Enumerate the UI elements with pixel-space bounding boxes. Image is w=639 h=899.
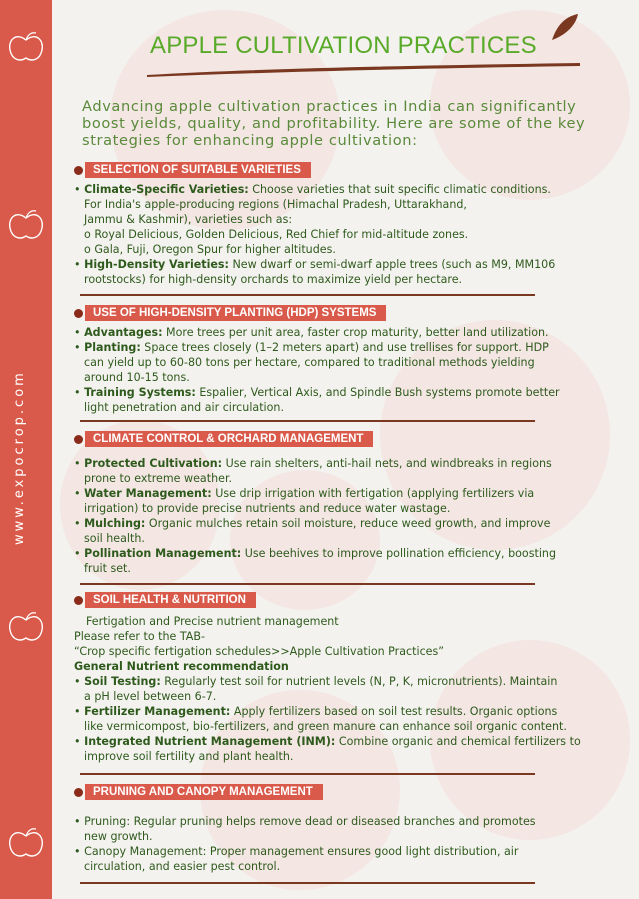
section-soil-content: [74, 614, 634, 764]
bullet-dot: [74, 788, 83, 797]
bold-term: Water Management:: [84, 487, 212, 500]
bullet: •: [74, 183, 85, 196]
apple-icon: [6, 208, 46, 242]
text: Combine organic and chemical fertilizers to: [335, 735, 581, 748]
text: “Crop specific fertigation schedules>>Apple Cultivation Practices”: [74, 645, 445, 658]
text: Gala, Fuji, Oregon Spur for higher altitudes.: [94, 243, 336, 256]
section-label: CLIMATE CONTROL & ORCHARD MANAGEMENT: [85, 431, 373, 447]
bold-term: Mulching:: [84, 517, 146, 530]
bold-term: Pollination Management:: [84, 547, 242, 560]
bold-term: Fertilizer Management:: [84, 705, 231, 718]
text: Royal Delicious, Golden Delicious, Red Chief for mid-altitude zones.: [94, 228, 469, 241]
bold-term: Integrated Nutrient Management (INM):: [84, 735, 336, 748]
bold-term: Soil Testing:: [84, 675, 161, 688]
text: improve soil fertility and plant health.: [84, 750, 294, 763]
bullet: •: [74, 815, 85, 828]
divider: [80, 583, 535, 585]
section-varieties-content: [74, 182, 634, 287]
divider: [80, 882, 535, 884]
text: irrigation) to provide precise nutrients and reduce water wastage.: [84, 502, 451, 515]
bullet: •: [74, 487, 85, 500]
text: Apply fertilizers based on soil test results. Organic options: [230, 705, 558, 718]
section-climate-content: [74, 456, 634, 576]
bullet: •: [74, 258, 85, 271]
section-label: SELECTION OF SUITABLE VARIETIES: [85, 162, 311, 178]
bullet: •: [74, 735, 85, 748]
title-underline: [145, 62, 585, 78]
bold-term: Planting:: [84, 341, 141, 354]
bold-term: Climate-Specific Varieties:: [84, 183, 249, 196]
bullet: •: [74, 845, 85, 858]
text: Pruning: Regular pruning helps remove dead or diseased branches and promotes: [84, 815, 536, 828]
bold-term: Protected Cultivation:: [84, 457, 223, 470]
text: prone to extreme weather.: [84, 472, 233, 485]
section-label: USE OF HIGH-DENSITY PLANTING (HDP) SYSTEMS: [85, 305, 386, 321]
text: light penetration and air circulation.: [84, 401, 284, 414]
apple-icon: [6, 30, 46, 64]
sub-bullet: o: [84, 243, 95, 256]
text: rootstocks) for high-density orchards to maximize yield per hectare.: [84, 273, 463, 286]
page-title: APPLE CULTIVATION PRACTICES: [150, 32, 537, 59]
section-pruning-content: [74, 814, 634, 874]
text: Espalier, Vertical Axis, and Spindle Bush systems promote better: [195, 386, 560, 399]
bullet: •: [74, 386, 85, 399]
text: Please refer to the TAB-: [74, 630, 206, 643]
section-label: SOIL HEALTH & NUTRITION: [85, 592, 256, 608]
bold-term: High-Density Varieties:: [84, 258, 229, 271]
section-hdp-content: [74, 325, 634, 415]
divider: [80, 294, 535, 296]
bullet: •: [74, 457, 85, 470]
text: fruit set.: [84, 562, 131, 575]
divider: [80, 420, 535, 422]
bullet-dot: [74, 309, 83, 318]
text: Canopy Management: Proper management ensures good light distribution, air: [84, 845, 519, 858]
text: soil health.: [84, 532, 145, 545]
intro-paragraph: Advancing apple cultivation practices in India can significantly boost yields, quality, and profitability. Here are some of the key strategies for enhancing apple cultivation:: [82, 98, 586, 149]
bold-term: Advantages:: [84, 326, 163, 339]
text: Use drip irrigation with fertigation (applying fertilizers via: [211, 487, 535, 500]
text: a pH level between 6-7.: [84, 690, 217, 703]
bold-term: Training Systems:: [84, 386, 196, 399]
text: Jammu & Kashmir), varieties such as:: [84, 213, 293, 226]
apple-icon: [6, 610, 46, 644]
sidebar: [0, 0, 52, 899]
bullet: •: [74, 517, 85, 530]
divider: [80, 773, 535, 775]
text: More trees per unit area, faster crop maturity, better land utilization.: [162, 326, 549, 339]
text: like vermicompost, bio-fertilizers, and green manure can enhance soil organic content.: [84, 720, 567, 733]
text: new growth.: [84, 830, 153, 843]
bullet-dot: [74, 166, 83, 175]
section-label: PRUNING AND CANOPY MANAGEMENT: [85, 784, 323, 800]
bullet-dot: [74, 435, 83, 444]
leaf-icon: [548, 12, 582, 42]
bullet: •: [74, 547, 85, 560]
text: Use rain shelters, anti-hail nets, and windbreaks in regions: [222, 457, 552, 470]
text: Regularly test soil for nutrient levels (N, P, K, micronutrients). Maintain: [160, 675, 558, 688]
bullet: •: [74, 326, 85, 339]
text: can yield up to 60-80 tons per hectare, compared to traditional methods yielding: [84, 356, 535, 369]
text: Choose varieties that suit specific climatic conditions.: [248, 183, 551, 196]
bullet: •: [74, 705, 85, 718]
website-url: www.expocrop.com: [12, 370, 27, 545]
bullet: •: [74, 341, 85, 354]
text: Organic mulches retain soil moisture, reduce weed growth, and improve: [145, 517, 551, 530]
text: Use beehives to improve pollination efficiency, boosting: [241, 547, 557, 560]
sub-bullet: o: [84, 228, 95, 241]
bullet: •: [74, 675, 85, 688]
bullet-dot: [74, 596, 83, 605]
text: around 10-15 tons.: [84, 371, 190, 384]
text: Space trees closely (1–2 meters apart) and use trellises for support. HDP: [140, 341, 549, 354]
text: Fertigation and Precise nutrient management: [86, 615, 339, 628]
subheading: General Nutrient recommendation: [74, 660, 289, 673]
text: circulation, and easier pest control.: [84, 860, 281, 873]
text: For India's apple-producing regions (Himachal Pradesh, Uttarakhand,: [84, 198, 467, 211]
text: New dwarf or semi-dwarf apple trees (such as M9, MM106: [228, 258, 556, 271]
apple-icon: [6, 826, 46, 860]
